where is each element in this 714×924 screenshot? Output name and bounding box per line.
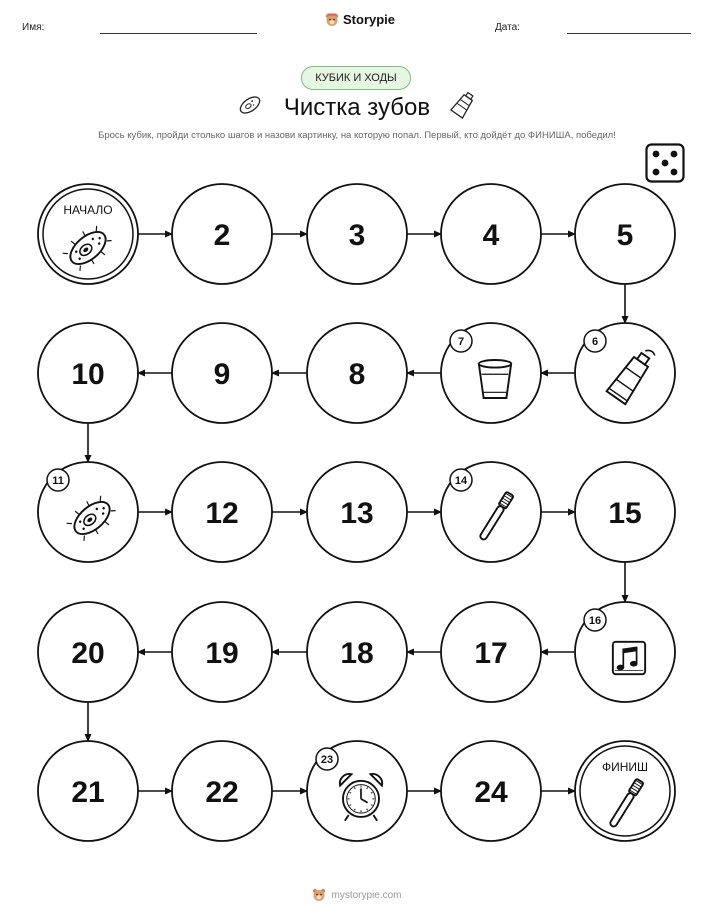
board-cell [307,323,407,423]
cup-icon [479,360,511,398]
cell-number: 20 [71,637,105,670]
cell-number-small: 23 [320,754,334,766]
name-label: Имя: [22,22,45,33]
cell-number-badge [450,469,472,491]
finish-label: ФИНИШ [601,760,649,774]
board-cell [307,184,407,284]
page-title: Чистка зубов [283,94,431,121]
cell-number: 9 [213,358,231,391]
game-type-badge: КУБИК И ХОДЫ [301,66,411,90]
brand-name: Storypie [343,12,396,27]
board-cell [38,602,138,702]
cell-number-badge [584,609,606,631]
board-cell [307,602,407,702]
cell-number-small: 11 [52,475,64,487]
board-cell [172,741,272,841]
cell-number: 18 [340,637,374,670]
cell-number-badge [47,469,69,491]
board-cell [38,741,138,841]
board-cell [441,462,541,562]
cell-number: 10 [71,358,105,391]
music-note-icon [613,642,645,674]
board-cells [38,184,675,841]
cell-number-small: 16 [588,615,602,627]
board-cell [441,741,541,841]
cell-number-badge [450,330,472,352]
board-cell [38,462,138,562]
cell-number: 2 [213,219,231,252]
board-cell [172,323,272,423]
cell-number-badge [316,748,338,770]
cell-number: 21 [71,776,105,809]
cell-number: 24 [474,776,508,809]
cell-number-badge [584,330,606,352]
bear-logo-icon [312,888,326,902]
footer [0,888,714,902]
start-label: НАЧАЛО [63,203,113,217]
board-cell [575,462,675,562]
board-cell [172,602,272,702]
board-cell [575,602,675,702]
board-cell [441,602,541,702]
board-cell [172,462,272,562]
cell-number: 22 [205,776,239,809]
cell-number: 5 [616,219,634,252]
board-cell [307,462,407,562]
board-cell [575,323,675,423]
cell-circle [575,741,675,841]
cell-number-small: 14 [454,475,468,487]
start-cell [38,184,138,284]
board-cell [172,184,272,284]
footer-url: mystorypie.com [331,889,402,901]
finish-cell [575,741,675,841]
board-cell [575,184,675,284]
board-cell [441,323,541,423]
board-cell [38,323,138,423]
cell-number: 17 [474,637,508,670]
instructions-text: Брось кубик, пройди столько шагов и назови картинку, на которую попал. Первый, кто дойдёт до ФИНИША, победил! [98,130,616,141]
cell-number: 3 [348,219,366,252]
cell-number: 4 [482,219,500,252]
cell-number: 19 [205,637,239,670]
cell-number: 13 [340,497,374,530]
board-cell [307,741,407,841]
cell-number-small: 7 [457,336,465,348]
board-cell [441,184,541,284]
cell-number: 15 [608,497,642,530]
date-label: Дата: [495,22,520,33]
cell-number-small: 6 [591,336,599,348]
cell-number: 8 [348,358,366,391]
cell-number: 12 [205,497,239,530]
